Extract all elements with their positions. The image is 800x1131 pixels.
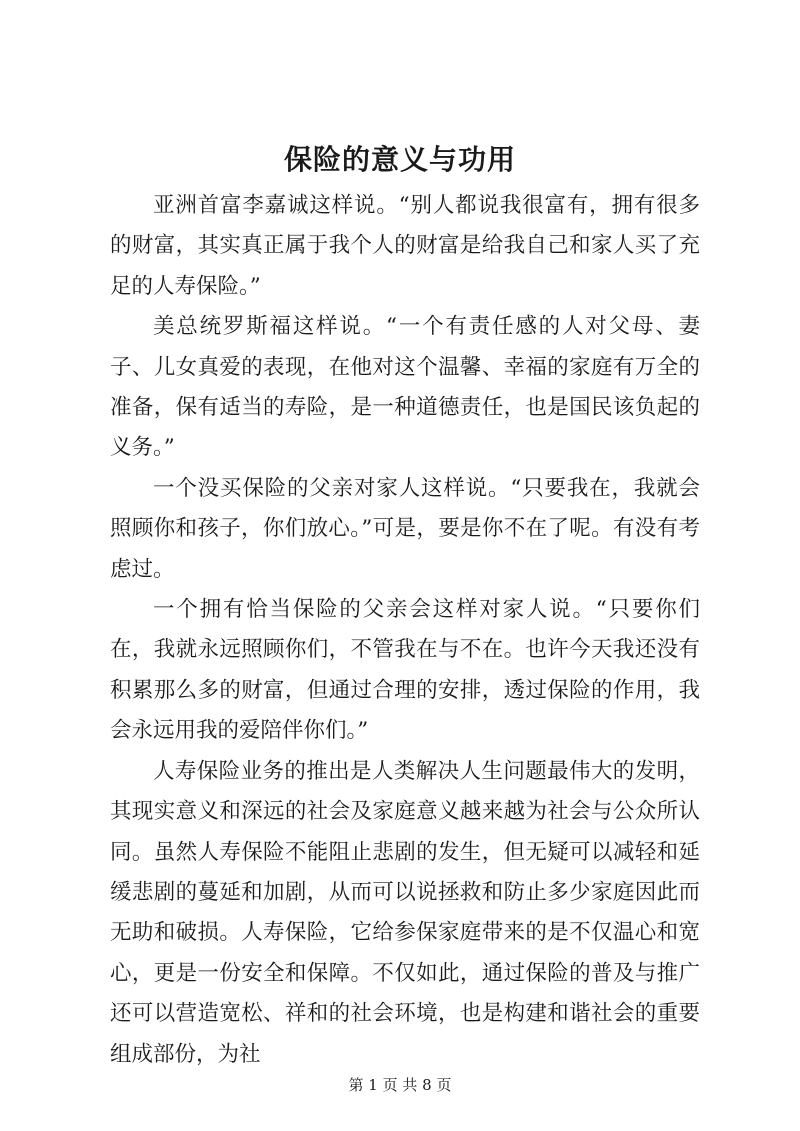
page-footer: 第 1 页 共 8 页	[348, 1076, 452, 1094]
document-body	[110, 186, 700, 1075]
paragraph-1: 亚洲首富李嘉诚这样说。“别人都说我很富有，拥有很多的财富，其实真正属于我个人的财富是给我自己和家人买了充足的人寿保险。”	[110, 193, 700, 299]
document-title: 保险的意义与功用	[283, 143, 516, 176]
paragraph-2: 美总统罗斯福这样说。“一个有责任感的人对父母、妻子、儿女真爱的表现，在他对这个温馨、幸福的家庭有万全的准备，保有适当的寿险，是一种道德责任，也是国民该负起的义务。”	[110, 314, 700, 461]
paragraph-5: 人寿保险业务的推出是人类解决人生问题最伟大的发明，其现实意义和深远的社会及家庭意义越来越为社会与公众所认同。虽然人寿保险不能阻止悲剧的发生，但无疑可以减轻和延缓悲剧的蔓延和加剧，从而可以说拯救和防止多少家庭因此而无助和破损。人寿保险，它给参保家庭带来的是不仅温心和宽心，更是一份安全和保障。不仅如此，通过保险的普及与推广还可以营造宽松、祥和的社会环境，也是构建和谐社会的重要组成部份，为社	[110, 758, 700, 1067]
paragraph-4: 一个拥有恰当保险的父亲会这样对家人说。“只要你们在，我就永远照顾你们，不管我在与不在。也许今天我还没有积累那么多的财富，但通过合理的安排，透过保险的作用，我会永远用我的爱陪伴你们。”	[110, 597, 700, 744]
paragraph-3: 一个没买保险的父亲对家人这样说。“只要我在，我就会照顾你和孩子，你们放心。”可是，要是你不在了呢。有没有考虑过。	[110, 475, 700, 582]
